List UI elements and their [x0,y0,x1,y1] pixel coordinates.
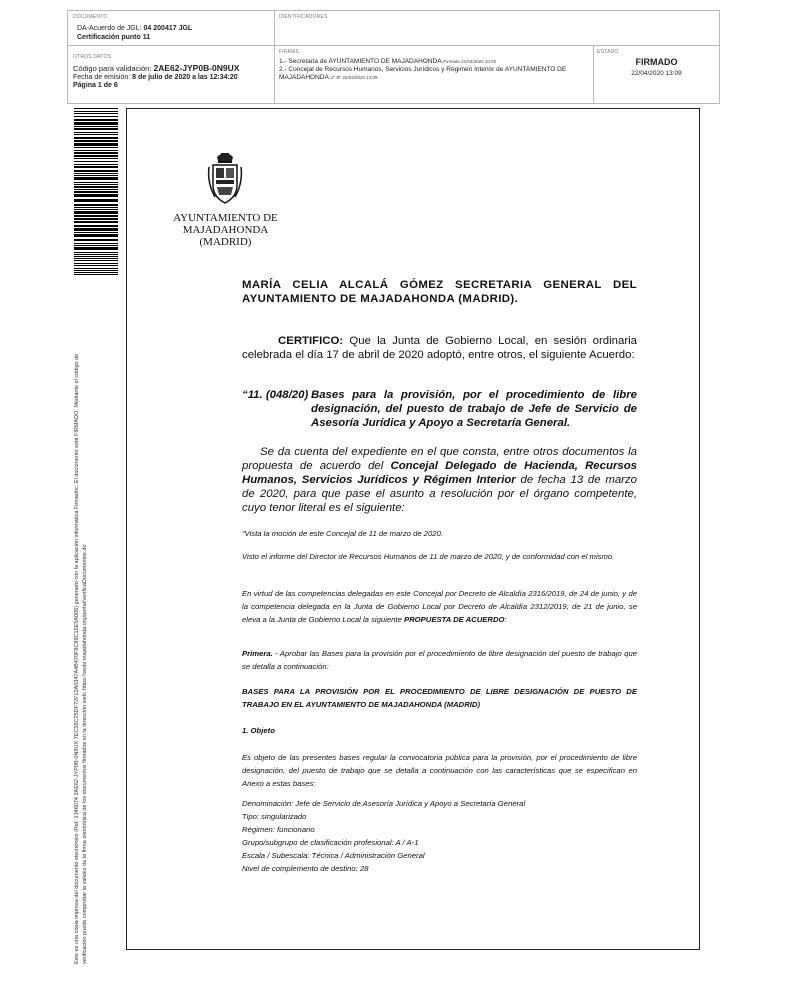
firma-2: 2.- Concejal de Recursos Humanos, Servicios Jurídicos y Régimen Interior de AYUNTAMIENTO DE [279,66,567,73]
pagina-number: Página 1 de 6 [73,82,118,89]
section-1-heading: 1. Objeto [242,726,275,735]
coat-of-arms-icon [205,147,245,209]
firma-1: 1.- Secretaria de AYUNTAMIENTO DE MAJADAHONDA.Firmado 21/04/2020 10:32 [279,58,497,65]
fecha-emision: Fecha de emisión: 8 de julio de 2020 a las 12:34:20 [73,74,238,81]
side-text-line1: Este es una copia impresa del documento electrónico (Ref: 1346074 2AE62-JYP0B-0N9UX 7EC56C25DF72F12A0347A4B470F8C99C15E5A006) generado con la aplicación informática Firmadoc. El documento está FIRMADO. Mediante el código de [74,353,80,964]
verification-side-text [73,294,89,964]
side-text-line2: verificación puede comprobar la validez de la firma electrónica de los documentos firmados en la dirección web: https://sede.majadahonda.org/portal/verificaDocumentos.do [82,544,88,964]
quote-paragraph-2: Visto el informe del Director de Recursos Humanos de 11 de marzo de 2020, y de conformidad con el mismo. [242,552,615,561]
objeto-paragraph: Es objeto de las presentes bases regular la convocatoria pública para la provisión, por el procedimiento de libre designación, del puesto de trabajo que se detalla a continuación con las características que se especifican en Anexo a estas bases: [242,753,637,788]
letterhead-line3: (MADRID) [199,236,252,248]
firmas-label: FIRMAS [279,49,300,55]
estado-label: ESTADO [597,49,619,55]
job-details-list [242,797,637,875]
list-item: Escala / Subescala: Técnica / Administración General [242,851,425,860]
bases-title: BASES PARA LA PROVISIÓN POR EL PROCEDIMIENTO DE LIBRE DESIGNACIÓN DE PUESTO DE TRABAJO EN EL AYUNTAMIENTO DE MAJADAHONDA (MADRID) [242,687,637,709]
header-divider-h [68,45,719,46]
document-header [67,10,720,104]
letterhead-line1: AYUNTAMIENTO DE [173,212,278,224]
documento-line1: DA-Acuerdo de JGL: 04 200417 JGL [77,25,193,32]
letterhead-line2: MAJADAHONDA [182,224,269,236]
list-item: Tipo: singularizado [242,812,307,821]
document-heading: MARÍA CELIA ALCALÁ GÓMEZ SECRETARIA GENERAL DEL AYUNTAMIENTO DE MAJADAHONDA (MADRID). [242,279,637,305]
agenda-item-title: Bases para la provisión, por el procedimiento de libre designación, del puesto de trabajo de Jefe de Servicio de Asesoría Jurídica y Apoyo a Secretaría General. [311,389,637,429]
certifico-paragraph: CERTIFICO: Que la Junta de Gobierno Local, en sesión ordinaria celebrada el día 17 de abril de 2020 adoptó, entre otros, el siguiente Acuerdo: [242,335,637,361]
quote-paragraph-3: En virtud de las competencias delegadas en este Concejal por Decreto de Alcaldía 2316/2019, de 24 de junio, y de la competencia delegada en la Junta de Gobierno Local por Decreto de Alcaldía 2312/2019, de 21 de junio, se eleva a la Junta de Gobierno Local la siguiente PROPUESTA DE ACUERDO: [242,589,637,624]
estado-value: FIRMADO [635,57,678,67]
agenda-item [242,388,637,430]
intro-paragraph: Se da cuenta del expediente en el que consta, entre otros documentos la propuesta de acuerdo del Concejal Delegado de Hacienda, Recursos Humanos, Servicios Jurídicos y Régimen Interior de fecha 13 de marzo de 2020, para que pase el asunto a resolución por el órgano competente, cuyo tenor literal es el siguiente: [242,446,637,514]
list-item: Denominación: Jefe de Servicio de Asesoría Jurídica y Apoyo a Secretaría General [242,799,526,808]
list-item: Grupo/subgrupo de clasificación profesional: A / A-1 [242,838,419,847]
otros-datos-label: OTROS DATOS [73,54,112,60]
documento-line2: Certificación punto 11 [77,34,151,41]
codigo-validacion: Código para validación: 2AE62-JYP0B-0N9UX [73,63,240,73]
agenda-item-number: “11. (048/20) [242,389,309,401]
estado-fecha: 22/04/2020 13:09 [631,70,682,77]
firma-2b: MAJADAHONDA.Vº Bº 22/04/2020 13:09 [279,74,378,81]
quote-paragraph-4: Primera. - Aprobar las Bases para la provisión por el procedimiento de libre designación del puesto de trabajo que se detalla a continuación: [242,649,637,671]
list-item: Nivel de complemento de destino: 28 [242,864,369,873]
quote-paragraph-1: “Vista la moción de este Concejal de 11 de marzo de 2020. [242,529,443,538]
letterhead [163,212,288,248]
documento-label: DOCUMENTO [73,14,108,20]
barcode [74,108,118,275]
identificadores-label: IDENTIFICADORES [279,14,328,20]
header-divider-v1 [274,11,275,103]
list-item: Régimen: funcionario [242,825,315,834]
